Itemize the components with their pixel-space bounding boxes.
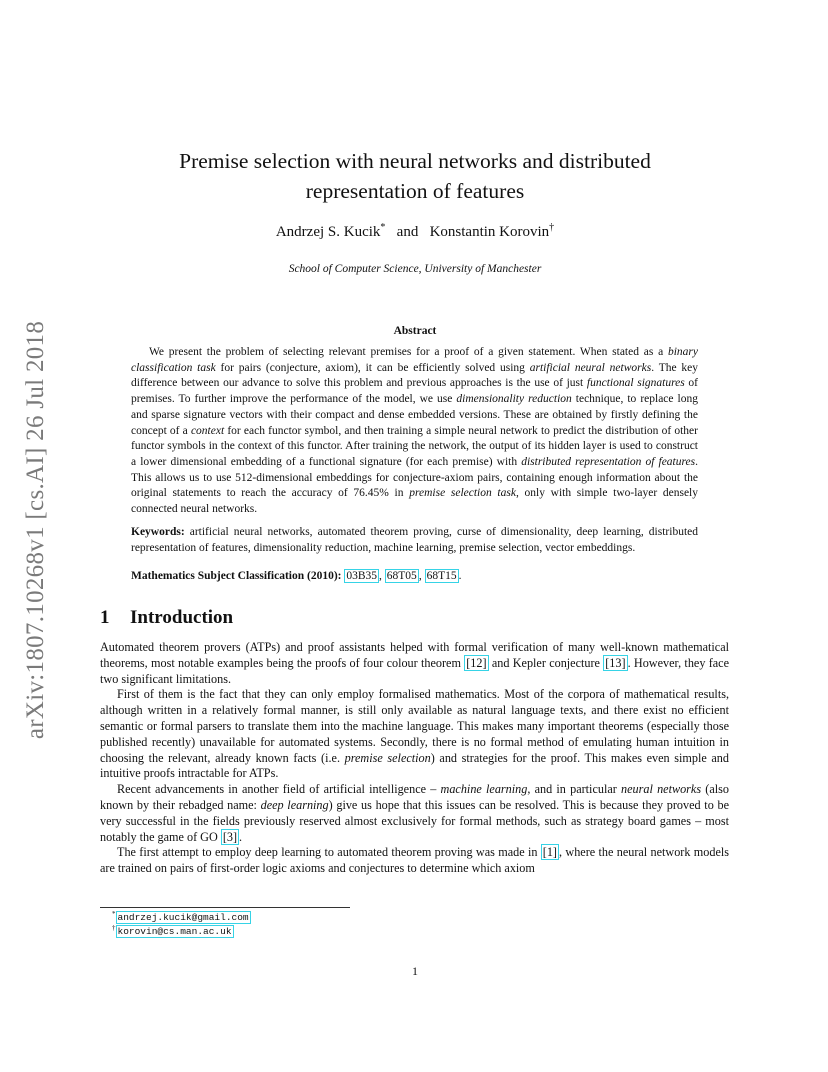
section-heading xyxy=(100,607,233,629)
author-2-footnote-mark[interactable]: † xyxy=(549,222,555,233)
abstract-paragraph: We present the problem of selecting relevant premises for a proof of a given statement. When stated as a binary classification task for pairs (conjecture, axiom), it can be efficiently solved using artificial neural networks. The key difference between our advance to solve this problem and previous approaches is the use of just functional signatures of premises. To further improve the performance of the model, we use dimensionality reduction technique, to replace long and sparse signature vectors with their compact and dense embedded versions. These are obtained by firstly defining the concept of a context for each functor symbol, and then training a simple neural network to predict the distribution of other functor symbols in the context of this functor. After training the network, the output of its hidden layer is used to construct a lower dimensional embedding of a functional signature (for each premise) with distributed representation of features. This allows us to use 512-dimensional embeddings for conjecture-axiom pairs, containing enough information about the original statements to reach the accuracy of 76.45% in premise selection task, only with simple two-layer densely connected neural networks. xyxy=(131,346,699,516)
intro-paragraph-2: First of them is the fact that they can only employ formalised mathematics. Most of the corpora of mathematical results, although written in a relatively formal manner, is still only available as natural language texts, and there exist no efficient semantic or formal parsers to translate them into the machine language. This makes many important theorems (especially those published recently) unavailable for automated systems. Secondly, there is no formal method of emulating human intuition in choosing the relevant, already known facts (i.e. premise selection) and strategies for the proof. This makes even simple and intuitive proofs intractable for ATPs. xyxy=(100,687,729,781)
msc-link-03b35[interactable]: 03B35 xyxy=(346,570,378,582)
intro-paragraph-3: Recent advancements in another field of artificial intelligence – machine learning, and in particular neural networks (also known by their rebadged name: deep learning) give us hope that this issues can be resolved. This is because they proved to be very successful in the fields previously reserved almost exclusively for formal methods, such as strategy board games – most notably the game of GO [3] . xyxy=(100,782,729,844)
intro-paragraph-1: Automated theorem provers (ATPs) and proof assistants helped with formal verification of many well-known mathematical theorems, most notable examples being the proofs of four colour theorem [12] and Kepler conjecture [13] . However, they face two significant limitations. xyxy=(100,640,729,686)
affiliation: School of Computer Science, University of Manchester xyxy=(288,263,542,275)
citation-13[interactable]: [13] xyxy=(605,655,626,670)
author-1: Andrzej S. Kucik xyxy=(275,224,381,240)
citation-1[interactable]: [1] xyxy=(542,845,557,860)
msc-classification: Mathematics Subject Classification (2010): 03B35 , 68T05 , 68T15 . xyxy=(131,570,462,582)
intro-paragraph-4: The first attempt to employ deep learning to automated theorem proving was made in [1] , where the neural network models are trained on pairs of first-order logic axioms and conjectures to determine which axiom xyxy=(100,845,730,876)
email-link-2[interactable]: korovin@cs.man.ac.uk xyxy=(117,926,232,938)
introduction-body xyxy=(100,640,729,877)
footnote-1: * andrzej.kucik@gmail.com xyxy=(112,910,249,924)
section-number: 1 xyxy=(100,607,110,628)
keywords-text: artificial neural networks, automated theorem proving, curse of dimensionality, deep learning, distributed representation of features, dimensionality reduction, machine learning, premise selection, vector embeddings. xyxy=(131,526,698,554)
msc-label: Mathematics Subject Classification (2010): xyxy=(131,570,342,582)
arxiv-id: arXiv:1807.10268v1 [cs.AI] 26 Jul 2018 xyxy=(22,320,49,740)
footnote-2: † korovin@cs.man.ac.uk xyxy=(112,924,232,938)
keywords xyxy=(131,525,698,556)
title-line-1: Premise selection with neural networks and distributed xyxy=(179,149,651,173)
abstract-body xyxy=(131,345,698,518)
abstract-heading: Abstract xyxy=(393,325,437,337)
title-line-2: representation of features xyxy=(305,179,525,203)
author-1-footnote-mark[interactable]: * xyxy=(380,222,386,233)
msc-link-68t05[interactable]: 68T05 xyxy=(386,570,417,582)
msc-link-68t15[interactable]: 68T15 xyxy=(426,570,457,582)
paper-title xyxy=(100,146,730,206)
page-number: 1 xyxy=(412,964,418,978)
section-title: Introduction xyxy=(130,607,234,628)
author-2: Konstantin Korovin xyxy=(429,224,550,240)
email-link-1[interactable]: andrzej.kucik@gmail.com xyxy=(117,912,249,924)
authors xyxy=(100,222,730,241)
footnote-rule xyxy=(100,907,350,908)
citation-12[interactable]: [12] xyxy=(466,655,487,670)
arxiv-sidebar xyxy=(16,300,56,760)
keywords-label: Keywords: xyxy=(131,526,185,538)
authors-and: and xyxy=(396,224,419,240)
citation-3[interactable]: [3] xyxy=(222,829,238,844)
